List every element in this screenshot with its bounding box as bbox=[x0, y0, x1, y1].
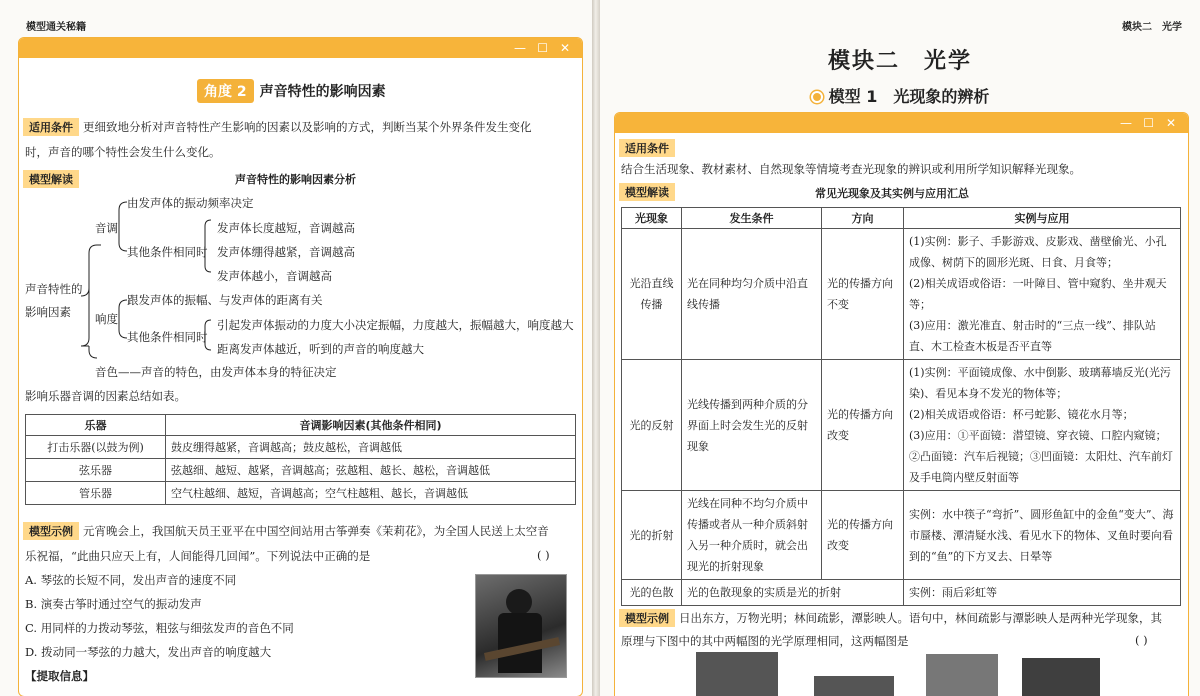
option-image-a bbox=[696, 652, 778, 696]
running-head: 模块二 光学 bbox=[1122, 22, 1182, 33]
content-panel bbox=[614, 112, 1189, 696]
example-item: (1)实例：平面镜成像、水中倒影、玻璃幕墙反光(光污染)、看见本身不发光的物体等； bbox=[909, 366, 1171, 400]
example-tag: 模型示例 bbox=[23, 522, 79, 540]
example-tag: 模型示例 bbox=[619, 609, 675, 627]
example-item: (3)应用：激光准直、射击时的“三点一线”、排队站直、木工检查木板是否平直等 bbox=[909, 319, 1156, 353]
option-image-d bbox=[1022, 658, 1100, 696]
table-header: 音调影响因素(其他条件相同) bbox=[166, 415, 576, 436]
example-text: 日出东方，万物光明；林间疏影，潭影映人。语句中，林间疏影与潭影映人是两种光学现象，其 bbox=[679, 611, 1162, 625]
interpretation-row bbox=[23, 170, 83, 188]
examples-cell: 实例：水中筷子“弯折”、圆形鱼缸中的金鱼“变大”、海市蜃楼、潭清疑水浅、看见水下的物体、叉鱼时要向看到的“鱼”的下方叉去、日晕等 bbox=[904, 491, 1181, 580]
minimize-icon[interactable]: — bbox=[1120, 116, 1132, 130]
table-header-row bbox=[622, 208, 1181, 229]
pitch-rule-1: 发声体长度越短，音调越高 bbox=[217, 221, 355, 235]
loudness-factor: 跟发声体的振幅、与发声体的距离有关 bbox=[127, 293, 323, 307]
example-line-2: 原理与下图中的其中两幅图的光学原理相同，这两幅图是 bbox=[621, 634, 909, 648]
phenomenon-cell: 光的色散 bbox=[622, 580, 682, 606]
close-icon[interactable]: ✕ bbox=[1165, 116, 1176, 130]
loudness-other: 其他条件相同时 bbox=[127, 330, 208, 344]
interpretation-tag: 模型解读 bbox=[619, 183, 675, 201]
example-item: (2)相关成语或俗语：一叶障目、管中窥豹、坐井观天等； bbox=[909, 277, 1167, 311]
option-b[interactable]: B. 演奏古筝时通过空气的振动发声 bbox=[25, 597, 202, 611]
option-image-b bbox=[814, 676, 894, 696]
model-title-text: 模型 1 光现象的辨析 bbox=[828, 87, 990, 106]
table-row bbox=[622, 360, 1181, 491]
conditions-text: 更细致地分析对声音特性产生影响的因素以及影响的方式，判断当某个外界条件发生变化 bbox=[83, 120, 532, 134]
bullet-icon bbox=[811, 91, 823, 103]
book-gutter bbox=[592, 0, 600, 696]
conditions-line-1 bbox=[23, 118, 532, 136]
direction-cell: 光的传播方向改变 bbox=[822, 491, 904, 580]
conditions-line-2: 时，声音的哪个特性会发生什么变化。 bbox=[25, 145, 221, 159]
table-row bbox=[26, 436, 576, 459]
option-c[interactable]: C. 用同样的力拨动琴弦，粗弦与细弦发声的音色不同 bbox=[25, 621, 294, 635]
examples-cell: 实例：雨后彩虹等 bbox=[904, 580, 1181, 606]
table-header: 实例与应用 bbox=[904, 208, 1181, 229]
root-label-1: 声音特性的 bbox=[25, 282, 83, 296]
maximize-icon[interactable]: ☐ bbox=[1143, 116, 1154, 130]
table-header: 乐器 bbox=[26, 415, 166, 436]
table-cell: 鼓皮绷得越紧，音调越高；鼓皮越松，音调越低 bbox=[166, 436, 576, 459]
condition-cell: 光线传播到两种介质的分界面上时会发生光的反射现象 bbox=[682, 360, 822, 491]
loudness-rule-1: 引起发声体振动的力度大小决定振幅，力度越大，振幅越大，响度越大 bbox=[217, 318, 574, 332]
answer-bracket[interactable]: ( ) bbox=[537, 548, 550, 562]
summary-line: 影响乐器音调的因素总结如表。 bbox=[25, 389, 186, 403]
module-title: 模块二 光学 bbox=[827, 49, 972, 74]
condition-cell: 光的色散现象的实质是光的折射 bbox=[682, 580, 904, 606]
table-header-row bbox=[26, 415, 576, 436]
section-heading bbox=[197, 79, 386, 103]
examples-cell bbox=[904, 360, 1181, 491]
table-title: 常见光现象及其实例与应用汇总 bbox=[815, 187, 969, 200]
example-item: (2)相关成语或俗语：杯弓蛇影、镜花水月等； bbox=[909, 408, 1134, 421]
example-item: (3)应用：①平面镜：潜望镜、穿衣镜、口腔内窥镜；②凸面镜：汽车后视镜；③凹面镜：太阳灶、汽车前灯及手电筒内壁反射面等 bbox=[909, 429, 1173, 484]
running-head: 模型通关秘籍 bbox=[26, 22, 86, 33]
panel-titlebar bbox=[19, 38, 582, 58]
table-row bbox=[622, 491, 1181, 580]
table-row bbox=[26, 459, 576, 482]
answer-bracket[interactable]: ( ) bbox=[1135, 633, 1148, 647]
timbre-line: 音色——声音的特色，由发声体本身的特征决定 bbox=[95, 365, 337, 379]
photo-figure-head bbox=[506, 589, 532, 615]
right-page bbox=[600, 0, 1200, 696]
angle-badge: 角度 2 bbox=[197, 79, 254, 103]
direction-cell: 光的传播方向不变 bbox=[822, 229, 904, 360]
phenomenon-cell: 光的折射 bbox=[622, 491, 682, 580]
table-cell: 空气柱越细、越短，音调越高；空气柱越粗、越长，音调越低 bbox=[166, 482, 576, 505]
interpretation-row bbox=[619, 183, 679, 201]
table-cell: 弦乐器 bbox=[26, 459, 166, 482]
example-line-1 bbox=[23, 522, 549, 540]
example-item: (1)实例：影子、手影游戏、皮影戏、凿壁偷光、小孔成像、树荫下的圆形光斑、日食、月食等； bbox=[909, 235, 1167, 269]
pitch-label: 音调 bbox=[95, 221, 118, 235]
instrument-table bbox=[25, 414, 576, 505]
examples-cell bbox=[904, 229, 1181, 360]
pitch-rule-3: 发声体越小，音调越高 bbox=[217, 269, 332, 283]
table-row bbox=[622, 229, 1181, 360]
minimize-icon[interactable]: — bbox=[514, 41, 526, 55]
table-row bbox=[622, 580, 1181, 606]
option-image-c bbox=[926, 654, 998, 696]
diagram-title: 声音特性的影响因素分析 bbox=[235, 173, 356, 186]
section-title: 声音特性的影响因素 bbox=[259, 84, 386, 100]
loudness-rule-2: 距离发声体越近，听到的声音的响度越大 bbox=[217, 342, 424, 356]
loudness-label: 响度 bbox=[95, 312, 118, 326]
optics-table bbox=[621, 207, 1181, 606]
guzheng-photo bbox=[475, 574, 567, 678]
phenomenon-cell: 光的反射 bbox=[622, 360, 682, 491]
interpretation-tag: 模型解读 bbox=[23, 170, 79, 188]
pitch-factor: 由发声体的振动频率决定 bbox=[127, 196, 254, 210]
example-line-1 bbox=[619, 609, 1162, 627]
table-row bbox=[26, 482, 576, 505]
table-cell: 弦越细、越短、越紧，音调越高；弦越粗、越长、越松，音调越低 bbox=[166, 459, 576, 482]
condition-cell: 光线在同种不均匀介质中传播或者从一种介质斜射入另一种介质时，就会出现光的折射现象 bbox=[682, 491, 822, 580]
panel-titlebar bbox=[615, 113, 1188, 133]
left-page bbox=[0, 0, 592, 696]
extract-info: 【提取信息】 bbox=[25, 669, 94, 683]
example-text: 元宵晚会上，我国航天员王亚平在中国空间站用古筝弹奏《茉莉花》，为全国人民送上太空音 bbox=[83, 524, 549, 538]
conditions-row bbox=[619, 139, 679, 157]
root-label-2: 影响因素 bbox=[25, 305, 71, 319]
model-title bbox=[600, 84, 1200, 107]
condition-cell: 光在同种均匀介质中沿直线传播 bbox=[682, 229, 822, 360]
table-header: 光现象 bbox=[622, 208, 682, 229]
maximize-icon[interactable]: ☐ bbox=[537, 41, 548, 55]
phenomenon-cell: 光沿直线传播 bbox=[622, 229, 682, 360]
table-header: 发生条件 bbox=[682, 208, 822, 229]
pitch-other: 其他条件相同时 bbox=[127, 245, 208, 259]
content-panel bbox=[18, 37, 583, 696]
option-a[interactable]: A. 琴弦的长短不同，发出声音的速度不同 bbox=[25, 573, 237, 587]
option-d[interactable]: D. 拨动同一琴弦的力越大，发出声音的响度越大 bbox=[25, 645, 272, 659]
table-cell: 管乐器 bbox=[26, 482, 166, 505]
conditions-tag: 适用条件 bbox=[23, 118, 79, 136]
table-cell: 打击乐器(以鼓为例) bbox=[26, 436, 166, 459]
close-icon[interactable]: ✕ bbox=[559, 41, 570, 55]
table-header: 方向 bbox=[822, 208, 904, 229]
conditions-text: 结合生活现象、教材素材、自然现象等情境考查光现象的辨识或利用所学知识解释光现象。 bbox=[621, 162, 1081, 176]
pitch-rule-2: 发声体绷得越紧，音调越高 bbox=[217, 245, 355, 259]
example-line-2: 乐祝福，“此曲只应天上有，人间能得几回闻”。下列说法中正确的是 bbox=[25, 549, 371, 563]
conditions-tag: 适用条件 bbox=[619, 139, 675, 157]
direction-cell: 光的传播方向改变 bbox=[822, 360, 904, 491]
